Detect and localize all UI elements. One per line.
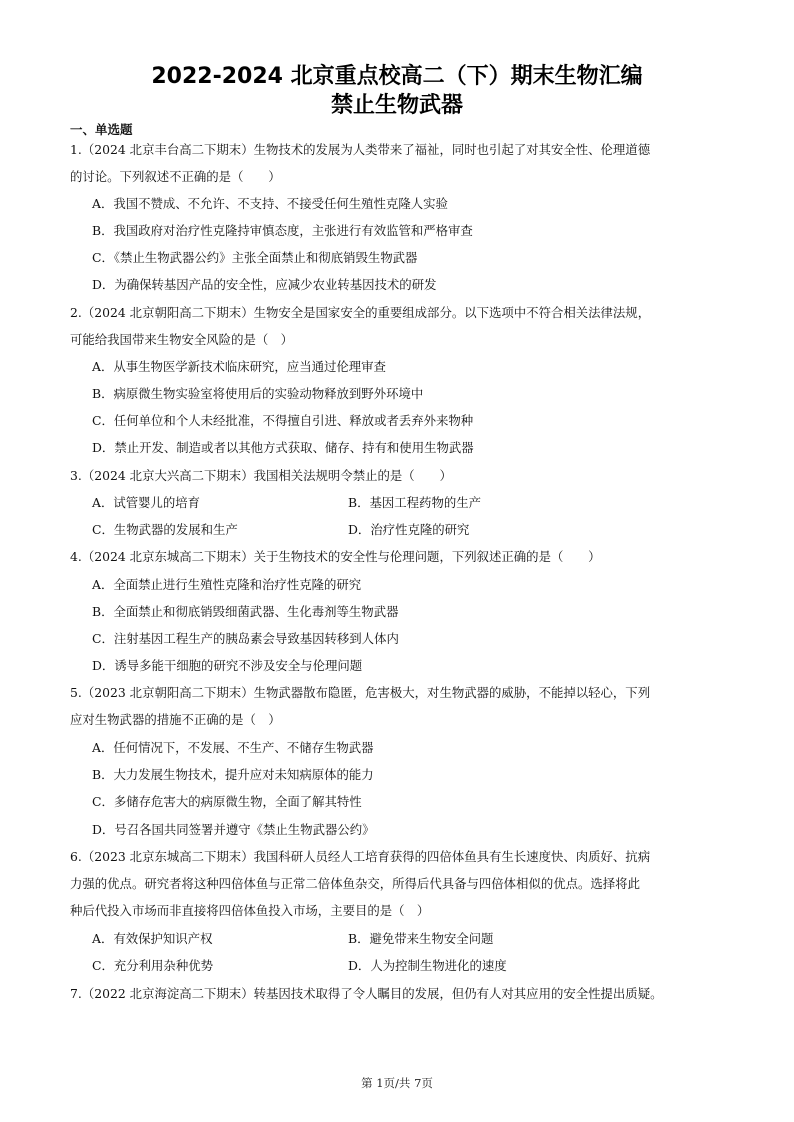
question-5-option-c: C．多储存危害大的病原微生物，全面了解其特性 <box>92 794 362 809</box>
question-5-stem-line-1: 5.（2023 北京朝阳高二下期末）生物武器散布隐匿，危害极大，对生物武器的威胁，不能掉以轻心，下列 <box>70 685 651 700</box>
document-title: 2022-2024 北京重点校高二（下）期末生物汇编 <box>151 64 643 89</box>
question-2-option-d: D．禁止开发、制造或者以其他方式获取、储存、持有和使用生物武器 <box>92 440 474 455</box>
question-3-option-c: C．生物武器的发展和生产 <box>92 522 238 537</box>
question-6-option-a: A．有效保护知识产权 <box>92 931 213 946</box>
question-5-option-a: A．任何情况下，不发展、不生产、不储存生物武器 <box>92 740 374 755</box>
question-2-stem-line-1: 2.（2024 北京朝阳高二下期末）生物安全是国家安全的重要组成部分。以下选项中不符合相关法律法规， <box>70 305 651 320</box>
question-4-option-b: B．全面禁止和彻底销毁细菌武器、生化毒剂等生物武器 <box>92 604 399 619</box>
section-heading: 一、单选题 <box>70 122 133 137</box>
page-number: 第 1页/共 7页 <box>361 1076 433 1090</box>
question-1-option-a: A．我国不赞成、不允许、不支持、不接受任何生殖性克隆人实验 <box>92 196 448 211</box>
question-1-stem-line-1: 1.（2024 北京丰台高二下期末）生物技术的发展为人类带来了福祉，同时也引起了对其安全性、伦理道德 <box>70 142 651 157</box>
question-3-option-d: D．治疗性克隆的研究 <box>348 522 470 537</box>
question-6-stem-line-1: 6.（2023 北京东城高二下期末）我国科研人员经人工培育获得的四倍体鱼具有生长速度快、肉质好、抗病 <box>70 849 651 864</box>
question-4-option-d: D．诱导多能干细胞的研究不涉及安全与伦理问题 <box>92 658 363 673</box>
question-6-stem-line-2: 力强的优点。研究者将这种四倍体鱼与正常二倍体鱼杂交，所得后代具备与四倍体相似的优点。选择将此 <box>70 876 640 891</box>
question-6-option-b: B．避免带来生物安全问题 <box>348 931 494 946</box>
question-2-option-c: C．任何单位和个人未经批准，不得擅自引进、释放或者丢弃外来物种 <box>92 413 474 428</box>
question-2-stem-line-2: 可能给我国带来生物安全风险的是（ ） <box>70 332 294 347</box>
question-2-option-b: B．病原微生物实验室将使用后的实验动物释放到野外环境中 <box>92 386 424 401</box>
question-4-stem-line-1: 4.（2024 北京东城高二下期末）关于生物技术的安全性与伦理问题，下列叙述正确的是（ ） <box>70 549 601 564</box>
question-6-option-d: D．人为控制生物进化的速度 <box>348 958 507 973</box>
question-6-option-c: C．充分利用杂种优势 <box>92 958 213 973</box>
question-5-option-d: D．号召各国共同签署并遵守《禁止生物武器公约》 <box>92 822 375 837</box>
question-5-option-b: B．大力发展生物技术，提升应对未知病原体的能力 <box>92 767 374 782</box>
question-1-stem-line-2: 的讨论。下列叙述不正确的是（ ） <box>70 169 281 184</box>
document-subtitle: 禁止生物武器 <box>330 93 463 118</box>
question-4-option-c: C．注射基因工程生产的胰岛素会导致基因转移到人体内 <box>92 631 399 646</box>
question-1-option-d: D．为确保转基因产品的安全性，应减少农业转基因技术的研发 <box>92 277 437 292</box>
question-5-stem-line-2: 应对生物武器的措施不正确的是（ ） <box>70 712 281 727</box>
question-7-stem-line-1: 7.（2022 北京海淀高二下期末）转基因技术取得了令人瞩目的发展，但仍有人对其应用的安全性提出质疑。 <box>70 986 663 1001</box>
question-6-stem-line-3: 种后代投入市场而非直接将四倍体鱼投入市场，主要目的是（ ） <box>70 903 430 918</box>
question-1-option-b: B．我国政府对治疗性克隆持审慎态度，主张进行有效监管和严格审查 <box>92 223 473 238</box>
question-1-option-c: C．《禁止生物武器公约》主张全面禁止和彻底销毁生物武器 <box>92 250 418 265</box>
question-3-stem-line-1: 3.（2024 北京大兴高二下期末）我国相关法规明令禁止的是（ ） <box>70 468 452 483</box>
question-4-option-a: A．全面禁止进行生殖性克隆和治疗性克隆的研究 <box>92 577 362 592</box>
question-2-option-a: A．从事生物医学新技术临床研究，应当通过伦理审查 <box>92 359 386 374</box>
question-3-option-a: A．试管婴儿的培育 <box>92 495 201 510</box>
question-3-option-b: B．基因工程药物的生产 <box>348 495 482 510</box>
